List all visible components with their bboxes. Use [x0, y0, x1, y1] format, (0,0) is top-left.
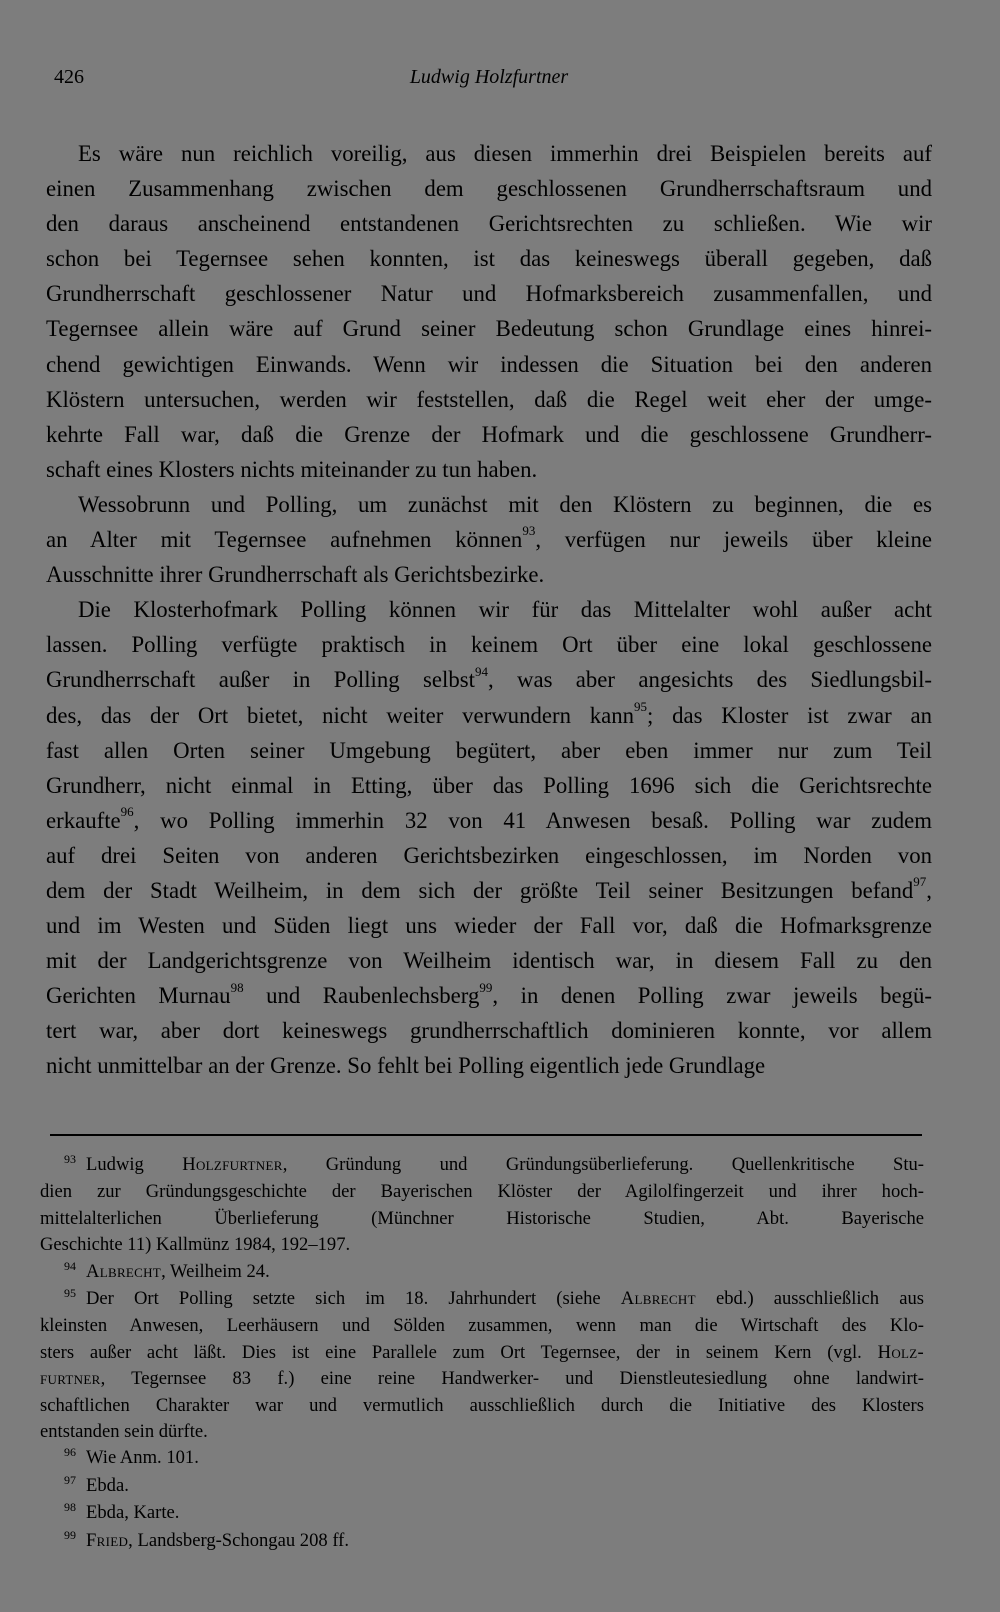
footnote-94	[40, 1259, 924, 1286]
text-line	[46, 978, 932, 1013]
text-run: dem der Stadt Weilheim, in dem sich der größte Teil seiner Besitzungen befand	[46, 877, 914, 903]
text-run: an Alter mit Tegernsee aufnehmen können	[46, 527, 523, 553]
text-run: Gerichten Murnau	[46, 983, 231, 1009]
text-line: schaftlichen Charakter war und vermutlich ausschließlich durch die Initiative des Klosters	[40, 1394, 924, 1416]
text-line	[46, 873, 932, 908]
text-run: sters außer acht läßt. Dies ist eine Parallele zum Ort Tegernsee, der in seinem Kern (vgl.	[40, 1341, 878, 1363]
footnote-ref-98[interactable]: 98	[230, 979, 244, 995]
paragraph-3	[46, 592, 932, 1083]
text-line: Geschichte 11) Kallmünz 1984, 192–197.	[40, 1234, 351, 1256]
text-line	[46, 803, 932, 838]
text-line	[40, 1528, 924, 1555]
author-name: Holz-	[877, 1341, 924, 1363]
text-line: Grundherrschaft geschlossener Natur und Hofmarksbereich zusammenfallen, und	[46, 281, 932, 307]
text-line: tert war, aber dort keineswegs grundherrschaftlich dominieren konnte, vor allem	[46, 1018, 932, 1044]
text-run: ebd.) ausschließlich aus	[695, 1288, 924, 1310]
page-header	[54, 66, 924, 96]
author-name: Fried	[86, 1529, 129, 1551]
footnote-95	[40, 1286, 924, 1445]
text-line: nicht unmittelbar an der Grenze. So fehlt bei Polling eigentlich jede Grundlage	[46, 1053, 766, 1079]
text-run: des, das der Ort bietet, nicht weiter verwundern kann	[46, 702, 635, 728]
text-line: chend gewichtigen Einwands. Wenn wir indessen die Situation bei den anderen	[46, 351, 932, 377]
text-run: , Weilheim 24.	[161, 1260, 270, 1282]
footnote-93	[40, 1152, 924, 1259]
author-name: Holzfurtner	[182, 1154, 283, 1175]
text-run: , in denen Polling zwar jeweils begü-	[492, 983, 933, 1009]
footnote-number: 99	[64, 1527, 76, 1542]
text-run: Der Ort Polling setzte sich im 18. Jahrhundert (siehe	[86, 1288, 621, 1310]
text-line	[40, 1473, 924, 1500]
body-text	[46, 136, 932, 1084]
author-name: furtner	[40, 1368, 101, 1390]
text-line: einen Zusammenhang zwischen dem geschlossenen Grundherrschaftsraum und	[46, 176, 932, 202]
running-head: Ludwig Holzfurtner	[409, 66, 569, 88]
text-line: schon bei Tegernsee sehen konnten, ist das keineswegs überall gegeben, daß	[46, 246, 932, 272]
text-run: , verfügen nur jeweils über kleine	[535, 527, 932, 553]
text-line	[46, 698, 932, 733]
footnote-ref-93[interactable]: 93	[522, 523, 536, 539]
text-run: Grundherrschaft außer in Polling selbst	[46, 667, 475, 693]
text-line: Ausschnitte ihrer Grundherrschaft als Gerichtsbezirke.	[46, 562, 545, 588]
paragraph-2	[46, 487, 932, 592]
footnote-ref-99[interactable]: 99	[479, 979, 493, 995]
text-line: fast allen Orten seiner Umgebung begütert, aber eben immer nur zum Teil	[46, 737, 932, 763]
text-line	[46, 522, 932, 557]
text-line: kehrte Fall war, daß die Grenze der Hofmark und die geschlossene Grundherr-	[46, 421, 932, 447]
footnote-number: 96	[64, 1445, 76, 1460]
footnote-number: 94	[64, 1258, 76, 1273]
text-line: und im Westen und Süden liegt uns wieder der Fall vor, daß die Hofmarksgrenze	[46, 913, 932, 939]
text-line	[40, 1152, 924, 1179]
text-line: dien zur Gründungsgeschichte der Bayerischen Klöster der Agilolfingerzeit und ihrer hoch-	[40, 1181, 924, 1203]
text-line	[40, 1340, 924, 1366]
footnote-number: 97	[64, 1472, 76, 1487]
footnote-number: 98	[64, 1500, 76, 1515]
text-line: auf drei Seiten von anderen Gerichtsbezirken eingeschlossen, im Norden von	[46, 842, 932, 868]
text-run: Ludwig	[86, 1154, 183, 1175]
text-line	[40, 1366, 924, 1392]
footnote-divider	[50, 1134, 922, 1136]
text-line: Tegernsee allein wäre auf Grund seiner Bedeutung schon Grundlage eines hinrei-	[46, 316, 932, 342]
text-line: Klöstern untersuchen, werden wir feststellen, daß die Regel weit eher der umge-	[46, 386, 932, 412]
text-line: kleinsten Anwesen, Leerhäusern und Sölden zusammen, wenn man die Wirtschaft des Klo-	[40, 1315, 924, 1337]
text-run: , Tegernsee 83 f.) eine reine Handwerker- und Dienstleutesiedlung ohne landwirt-	[100, 1368, 924, 1390]
text-line: schaft eines Klosters nichts miteinander zu tun haben.	[46, 456, 538, 482]
text-run: , Gründung und Gründungsüberlieferung. Quellenkritische Stu-	[282, 1154, 924, 1175]
footnote-97	[40, 1473, 924, 1500]
author-name: Albrecht	[86, 1260, 162, 1282]
text-line: Grundherr, nicht einmal in Etting, über das Polling 1696 sich die Gerichtsrechte	[46, 772, 932, 798]
page-number: 426	[54, 66, 84, 88]
text-run: Wie Anm. 101.	[86, 1447, 199, 1469]
footnote-ref-95[interactable]: 95	[634, 698, 648, 714]
text-line: lassen. Polling verfügte praktisch in keinem Ort über eine lokal geschlossene	[46, 632, 932, 658]
author-name: Albrecht	[620, 1288, 696, 1310]
footnote-ref-96[interactable]: 96	[120, 804, 134, 820]
text-line: mit der Landgerichtsgrenze von Weilheim identisch war, in diesem Fall zu den	[46, 948, 932, 974]
text-run: erkaufte	[46, 807, 121, 833]
footnote-ref-94[interactable]: 94	[474, 663, 488, 679]
footnote-96	[40, 1445, 924, 1472]
text-run: , Landsberg-Schongau 208 ff.	[128, 1529, 350, 1551]
text-run: , was aber angesichts des Siedlungsbil-	[487, 667, 932, 693]
text-run: und Raubenlechsberg	[243, 983, 480, 1009]
footnote-number: 93	[64, 1152, 76, 1166]
paragraph-1	[46, 136, 932, 487]
text-line: mittelalterlichen Überlieferung (Münchner Historische Studien, Abt. Bayerische	[40, 1207, 924, 1229]
footnote-98	[40, 1500, 924, 1527]
text-run: ; das Kloster ist zwar an	[647, 702, 932, 728]
text-line: entstanden sein dürfte.	[40, 1421, 208, 1443]
text-line: Wessobrunn und Polling, um zunächst mit den Klöstern zu beginnen, die es	[78, 491, 932, 517]
text-line: Die Klosterhofmark Polling können wir für das Mittelalter wohl außer acht	[78, 597, 932, 623]
text-line	[40, 1500, 924, 1527]
footnotes	[40, 1152, 924, 1555]
text-run: ,	[926, 877, 932, 903]
text-line: Es wäre nun reichlich voreilig, aus diesen immerhin drei Beispielen bereits auf	[78, 141, 932, 166]
footnote-ref-97[interactable]: 97	[913, 874, 927, 890]
text-run: , wo Polling immerhin 32 von 41 Anwesen besaß. Polling war zudem	[133, 807, 932, 833]
text-line	[40, 1259, 924, 1286]
text-run: Ebda.	[86, 1474, 129, 1496]
footnote-99	[40, 1528, 924, 1555]
text-run: Ebda, Karte.	[86, 1502, 180, 1524]
footnote-number: 95	[64, 1286, 76, 1301]
text-line: den daraus anscheinend entstandenen Gerichtsrechten zu schließen. Wie wir	[46, 211, 932, 237]
text-line	[46, 662, 932, 697]
text-line	[40, 1445, 924, 1472]
text-line	[40, 1286, 924, 1313]
